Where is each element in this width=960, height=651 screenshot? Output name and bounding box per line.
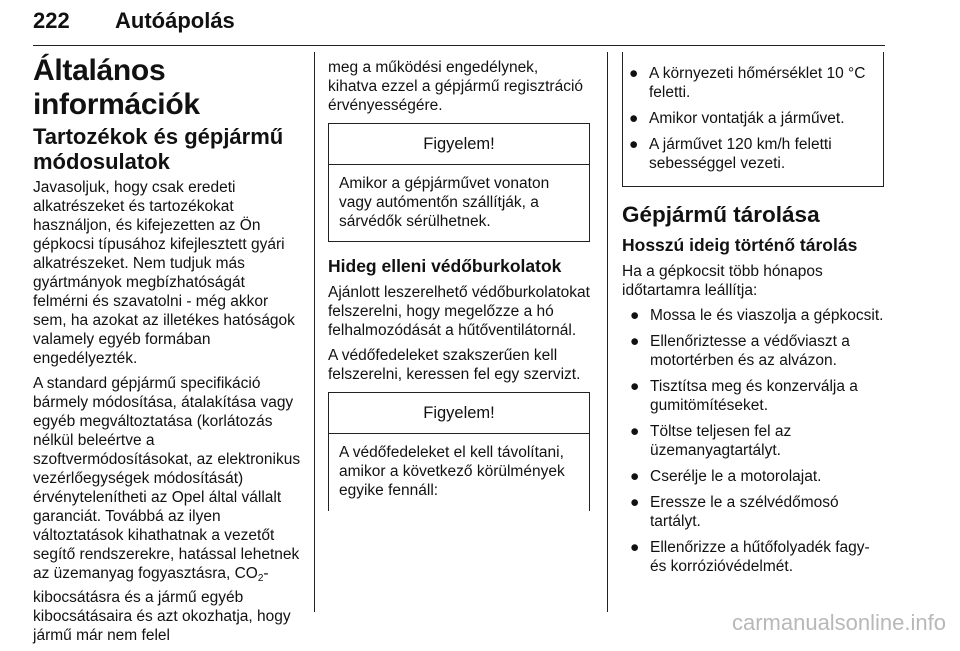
bullet-icon: ● bbox=[629, 110, 639, 127]
accessories-paragraph-2: A standard gépjármű specifikáció bármely módosítása, átalakítása vagy egyéb megváltoztatása (korlátozás nélkül beleértve a szoftvermódosításokat, az elektronikus vezérlőegységek módosítását) érvénytelenítheti az Opel által vállalt garanciát. Továbbá az ilyen változtatások kihathatnak a vezetőt segítő rendszerekre, hatással lehetnek az üzemanyag fogyasztásra, $CO_2$-kibocsátásra és a jármű egyéb kibocsátásaira és azt okozhatja, hogy jármű már nem felel bbox=[33, 375, 301, 644]
watermark: carmanualsonline.info bbox=[731, 610, 946, 635]
continued-paragraph: meg a működési engedélynek, kihatva ezzel a gépjármű regisztráció érvényességére. bbox=[328, 59, 584, 114]
bullet-icon: ● bbox=[630, 333, 640, 350]
long-term-storage-heading: Hosszú ideig történő tárolás bbox=[622, 235, 858, 255]
bullet-icon: ● bbox=[630, 307, 640, 324]
storage-heading: Gépjármű tárolása bbox=[622, 202, 820, 227]
list-item: ● Ellenőriztesse a védőviaszt a motortérben és az alvázon. bbox=[630, 333, 850, 369]
section-title: Autóápolás bbox=[115, 8, 235, 33]
list-item: ● Töltse teljesen fel az üzemanyagtartályt. bbox=[630, 423, 792, 459]
page-header bbox=[33, 6, 893, 46]
notice-title: Figyelem! bbox=[329, 393, 589, 434]
header-divider bbox=[33, 45, 885, 46]
storage-bullet-list bbox=[622, 306, 884, 576]
column-2 bbox=[328, 58, 590, 511]
bullet-icon: ● bbox=[630, 378, 640, 395]
list-item: ● Tisztítsa meg és konzerválja a gumitömítéseket. bbox=[630, 378, 858, 414]
bullet-icon: ● bbox=[630, 468, 640, 485]
accessories-heading: Tartozékok és gépjármű módosulatok bbox=[33, 124, 284, 174]
notice-box-covers-continued bbox=[622, 52, 884, 187]
list-item: ● Eressze le a szélvédőmosó tartályt. bbox=[630, 494, 839, 530]
list-item: ● Mossa le és viaszolja a gépkocsit. bbox=[630, 307, 884, 324]
notice-body: Amikor a gépjárművet vonaton vagy autómentőn szállítják, a sárvédők sérülhetnek. bbox=[339, 175, 550, 230]
page-number: 222 bbox=[33, 8, 70, 33]
notice-title: Figyelem! bbox=[329, 124, 589, 165]
accessories-paragraph-1: Javasoljuk, hogy csak eredeti alkatrészeket és tartozékokat használjon, és kifejezetten az Ön gépkocsi típusához kifejlesztett gyári alkatrészeket. Nem tudjuk más gyártmányok megbízhatóságát felmérni és szavatolni - még akkor sem, ha azokat az illetékes hatóságok valamely egyéb formában engedélyezték. bbox=[33, 179, 295, 367]
bullet-icon: ● bbox=[629, 136, 639, 153]
cold-cover-heading: Hideg elleni védőburkolatok bbox=[328, 256, 562, 276]
column-divider-2 bbox=[607, 52, 608, 612]
bullet-icon: ● bbox=[630, 423, 640, 440]
notice-bullet-list bbox=[623, 64, 877, 173]
column-1 bbox=[33, 54, 301, 651]
list-item: ● Cserélje le a motorolajat. bbox=[630, 468, 822, 485]
list-item: ● Ellenőrizze a hűtőfolyadék fagy- és korrózióvédelmét. bbox=[630, 539, 870, 575]
list-item: ● A környezeti hőmérséklet 10 °C feletti. bbox=[629, 65, 866, 101]
cold-cover-paragraph-2: A védőfedeleket szakszerűen kell felszerelni, keressen fel egy szervizt. bbox=[328, 347, 581, 383]
notice-box-transport bbox=[328, 123, 590, 242]
list-item: ● A járművet 120 km/h feletti sebességgel vezeti. bbox=[629, 136, 832, 172]
notice-body: A védőfedeleket el kell távolítani, amikor a következő körülmények egyike fennáll: bbox=[339, 444, 565, 499]
cold-cover-paragraph-1: Ajánlott leszerelhető védőburkolatokat felszerelni, hogy megelőzze a hó felhalmozódását a hűtőventilátornál. bbox=[328, 284, 590, 339]
main-heading: Általános információk bbox=[33, 54, 200, 121]
list-item: ● Amikor vontatják a járművet. bbox=[629, 110, 845, 127]
notice-box-covers bbox=[328, 392, 590, 511]
bullet-icon: ● bbox=[630, 494, 640, 511]
storage-intro: Ha a gépkocsit több hónapos időtartamra leállítja: bbox=[622, 263, 823, 299]
bullet-icon: ● bbox=[629, 65, 639, 82]
column-3 bbox=[622, 58, 884, 583]
column-divider-1 bbox=[314, 52, 315, 612]
bullet-icon: ● bbox=[630, 539, 640, 556]
